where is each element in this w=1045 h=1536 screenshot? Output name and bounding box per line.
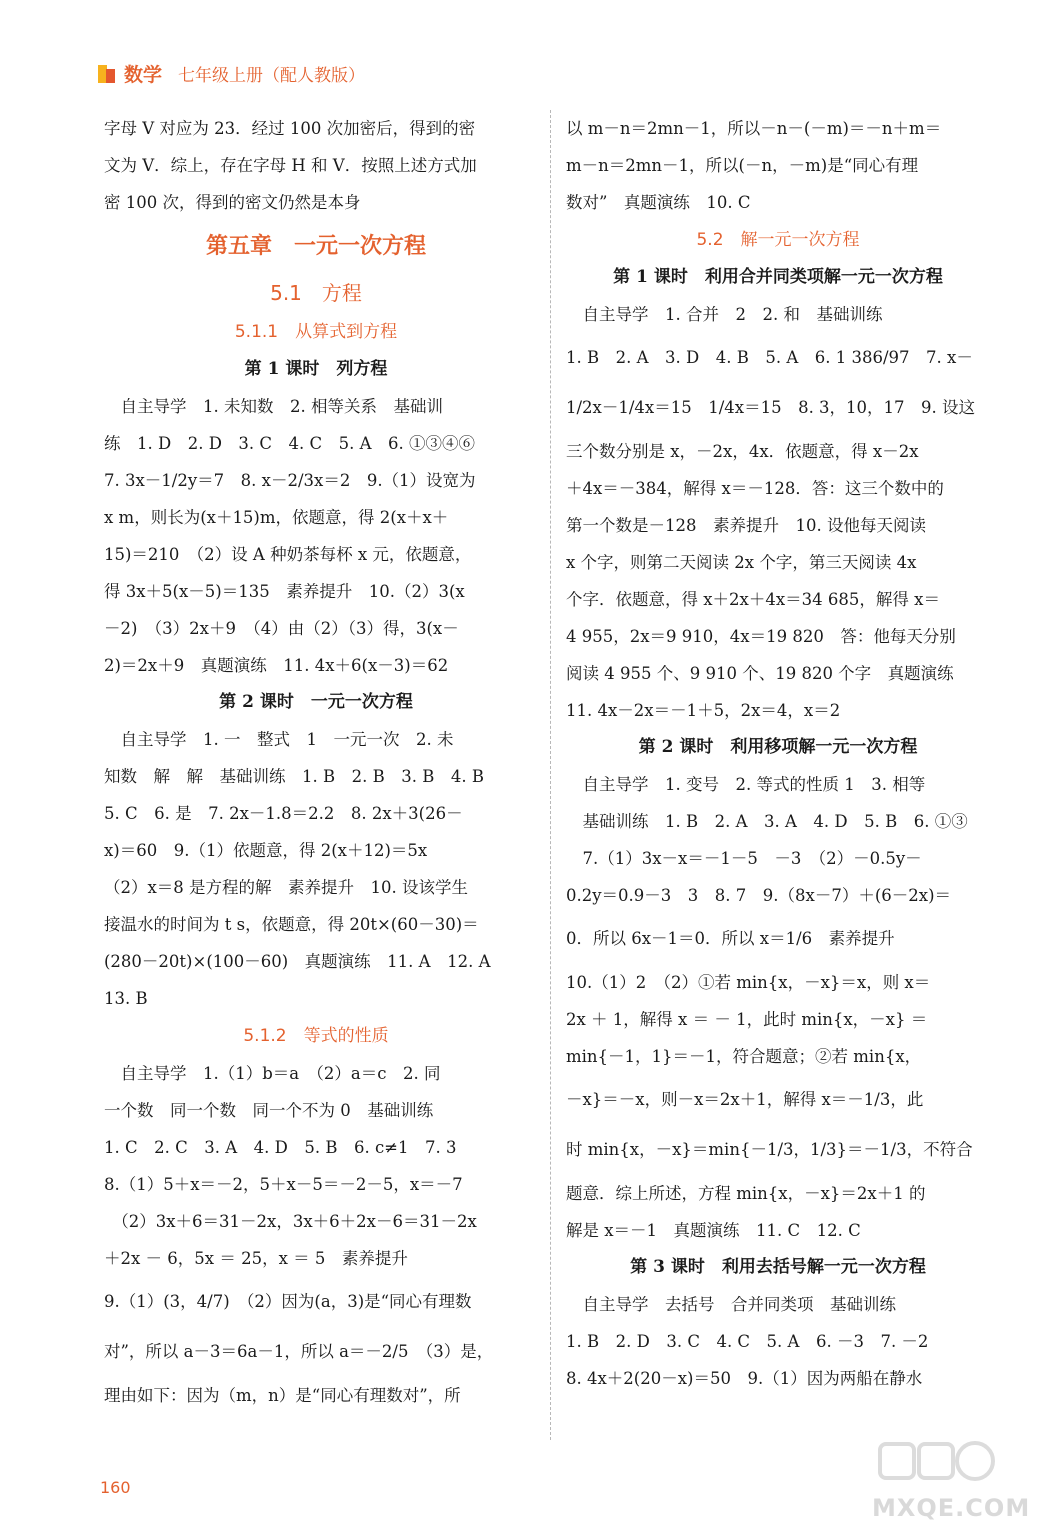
subsection-title: 5.2 解一元一次方程 xyxy=(696,230,860,250)
lesson-title: 第 1 课时 列方程 xyxy=(244,359,388,379)
text-line: x)＝60 9.（1）依题意，得 2(x＋12)＝5x xyxy=(104,841,428,860)
lesson-title: 第 2 课时 一元一次方程 xyxy=(219,692,413,712)
section-title: 5.1 方程 xyxy=(270,281,362,305)
text-line: 练 1. D 2. D 3. C 4. C 5. A 6. ①③④⑥ xyxy=(104,434,476,453)
header-subject: 数学 xyxy=(124,63,163,86)
book-logo-icon xyxy=(98,63,118,83)
text-line: 理由如下：因为（m，n）是“同心有理数对”，所 xyxy=(104,1386,461,1405)
text-line: 自主导学 去括号 合并同类项 基础训练 xyxy=(566,1295,896,1314)
text-line: 阅读 4 955 个、9 910 个、19 820 个字 真题演练 xyxy=(566,664,954,683)
text-line: 7. 3x－1/2y＝7 8. x－2/3x＝2 9.（1）设宽为 xyxy=(104,471,476,490)
text-line: 自主导学 1. 变号 2. 等式的性质 1 3. 相等 xyxy=(566,775,926,794)
subsection-title: 5.1.1 从算式到方程 xyxy=(234,322,398,342)
text-line: 知数 解 解 基础训练 1. B 2. B 3. B 4. B xyxy=(104,767,484,786)
text-line: 三个数分别是 x，－2x，4x．依题意，得 x－2x xyxy=(566,442,919,461)
text-line: 数对” 真题演练 10. C xyxy=(566,193,751,212)
text-line: min{－1，1}＝－1，符合题意；②若 min{x， xyxy=(566,1047,922,1066)
text-line: (280－20t)×(100－60) 真题演练 11. A 12. A xyxy=(104,952,491,971)
right-column xyxy=(566,110,990,1397)
text-line: 10.（1）2 （2）①若 min{x，－x}＝x，则 x＝ xyxy=(566,973,931,992)
text-line: 接温水的时间为 t s，依题意，得 20t×(60－30)＝ xyxy=(104,915,479,934)
text-line: 对”，所以 a－3＝6a－1，所以 a＝－2/5 （3）是， xyxy=(104,1342,494,1361)
text-line: ＋4x＝－384，解得 x＝－128．答：这三个数中的 xyxy=(566,479,944,498)
text-line: 一个数 同一个数 同一个不为 0 基础训练 xyxy=(104,1101,434,1120)
lesson-title: 第 3 课时 利用去括号解一元一次方程 xyxy=(630,1257,926,1277)
text-line: ＋2x － 6，5x ＝ 25，x ＝ 5 素养提升 xyxy=(104,1249,408,1268)
subsection-title: 5.1.2 等式的性质 xyxy=(243,1026,389,1046)
text-line: x 个字，则第二天阅读 2x 个字，第三天阅读 4x xyxy=(566,553,917,572)
text-line: 时 min{x，－x}＝min{－1/3，1/3}＝－1/3，不符合 xyxy=(566,1140,973,1159)
text-line: 2x ＋ 1，解得 x ＝ － 1，此时 min{x，－x} ＝ xyxy=(566,1010,928,1029)
text-line: 5. C 6. 是 7. 2x－1.8＝2.2 8. 2x＋3(26－ xyxy=(104,804,463,823)
text-line: 1/2x－1/4x＝15 1/4x＝15 8. 3，10，17 9. 设这 xyxy=(566,398,976,417)
text-line: 基础训练 1. B 2. A 3. A 4. D 5. B 6. ①③ xyxy=(566,812,968,831)
page-header xyxy=(98,56,365,90)
text-line: 7.（1）3x－x＝－1－5 －3 （2）－0.5y－ xyxy=(566,849,922,868)
text-line: 题意．综上所述，方程 min{x，－x}＝2x＋1 的 xyxy=(566,1184,926,1203)
text-line: （2）x＝8 是方程的解 素养提升 10. 设该学生 xyxy=(104,878,469,897)
text-line: 4 955，2x＝9 910，4x＝19 820 答：他每天分别 xyxy=(566,627,956,646)
lesson-title: 第 2 课时 利用移项解一元一次方程 xyxy=(638,737,918,757)
column-divider xyxy=(550,110,551,1440)
text-line: 1. B 2. A 3. D 4. B 5. A 6. 1 386/97 7. x－ xyxy=(566,348,973,367)
text-line: 8.（1）5＋x＝－2，5＋x－5＝－2－5，x＝－7 xyxy=(104,1175,463,1194)
left-column xyxy=(104,110,528,1414)
text-line: 自主导学 1. 一 整式 1 一元一次 2. 未 xyxy=(104,730,454,749)
text-line: －2) （3）2x＋9 （4）由（2）（3）得，3(x－ xyxy=(104,619,459,638)
chapter-title: 第五章 一元一次方程 xyxy=(205,234,426,259)
text-line: 个字．依题意，得 x＋2x＋4x＝34 685，解得 x＝ xyxy=(566,590,940,609)
text-line: －x}＝－x，则－x＝2x＋1，解得 x＝－1/3，此 xyxy=(566,1090,924,1109)
text-line: 15)＝210 （2）设 A 种奶茶每杯 x 元，依题意， xyxy=(104,545,472,564)
text-line: 0．所以 6x－1＝0．所以 x＝1/6 素养提升 xyxy=(566,929,895,948)
text-line: 密 100 次，得到的密文仍然是本身 xyxy=(104,193,361,212)
text-line: 字母 V 对应为 23．经过 100 次加密后，得到的密 xyxy=(104,119,476,138)
header-book-title: 七年级上册（配人教版） xyxy=(178,65,366,86)
watermark xyxy=(872,1438,1031,1530)
text-line: 第一个数是－128 素养提升 10. 设他每天阅读 xyxy=(566,516,926,535)
text-line: （2）3x＋6＝31－2x，3x＋6＋2x－6＝31－2x xyxy=(104,1212,477,1231)
text-line: m－n＝2mn－1，所以(－n，－m)是“同心有理 xyxy=(566,156,919,175)
text-line: 8. 4x＋2(20－x)＝50 9.（1）因为两船在静水 xyxy=(566,1369,923,1388)
text-line: 自主导学 1.（1）b＝a （2）a＝c 2. 同 xyxy=(104,1064,441,1083)
text-line: 1. B 2. D 3. C 4. C 5. A 6. －3 7. －2 xyxy=(566,1332,929,1351)
watermark-text: MXQE.COM xyxy=(872,1494,1031,1522)
text-line: x m，则长为(x＋15)m，依题意，得 2(x＋x＋ xyxy=(104,508,449,527)
text-line: 9.（1）(3，4/7) （2）因为(a，3)是“同心有理数 xyxy=(104,1292,472,1311)
text-line: 13. B xyxy=(104,989,148,1008)
page-number: 160 xyxy=(100,1478,131,1497)
text-line: 解是 x＝－1 真题演练 11. C 12. C xyxy=(566,1221,861,1240)
watermark-logo-icon xyxy=(872,1438,1000,1498)
lesson-title: 第 1 课时 利用合并同类项解一元一次方程 xyxy=(613,267,943,287)
text-line: 文为 V．综上，存在字母 H 和 V．按照上述方式加 xyxy=(104,156,477,175)
text-line: 1. C 2. C 3. A 4. D 5. B 6. c≠1 7. 3 xyxy=(104,1138,457,1157)
text-line: 以 m－n＝2mn－1，所以－n－(－m)＝－n＋m＝ xyxy=(566,119,942,138)
text-line: 得 3x＋5(x－5)＝135 素养提升 10.（2）3(x xyxy=(104,582,465,601)
text-line: 2)＝2x＋9 真题演练 11. 4x＋6(x－3)＝62 xyxy=(104,656,449,675)
text-line: 0.2y＝0.9－3 3 8. 7 9.（8x－7）＋(6－2x)＝ xyxy=(566,886,952,905)
text-line: 自主导学 1. 合并 2 2. 和 基础训练 xyxy=(566,305,883,324)
text-line: 自主导学 1. 未知数 2. 相等关系 基础训 xyxy=(104,397,443,416)
text-line: 11. 4x－2x＝－1＋5，2x＝4，x＝2 xyxy=(566,701,841,720)
